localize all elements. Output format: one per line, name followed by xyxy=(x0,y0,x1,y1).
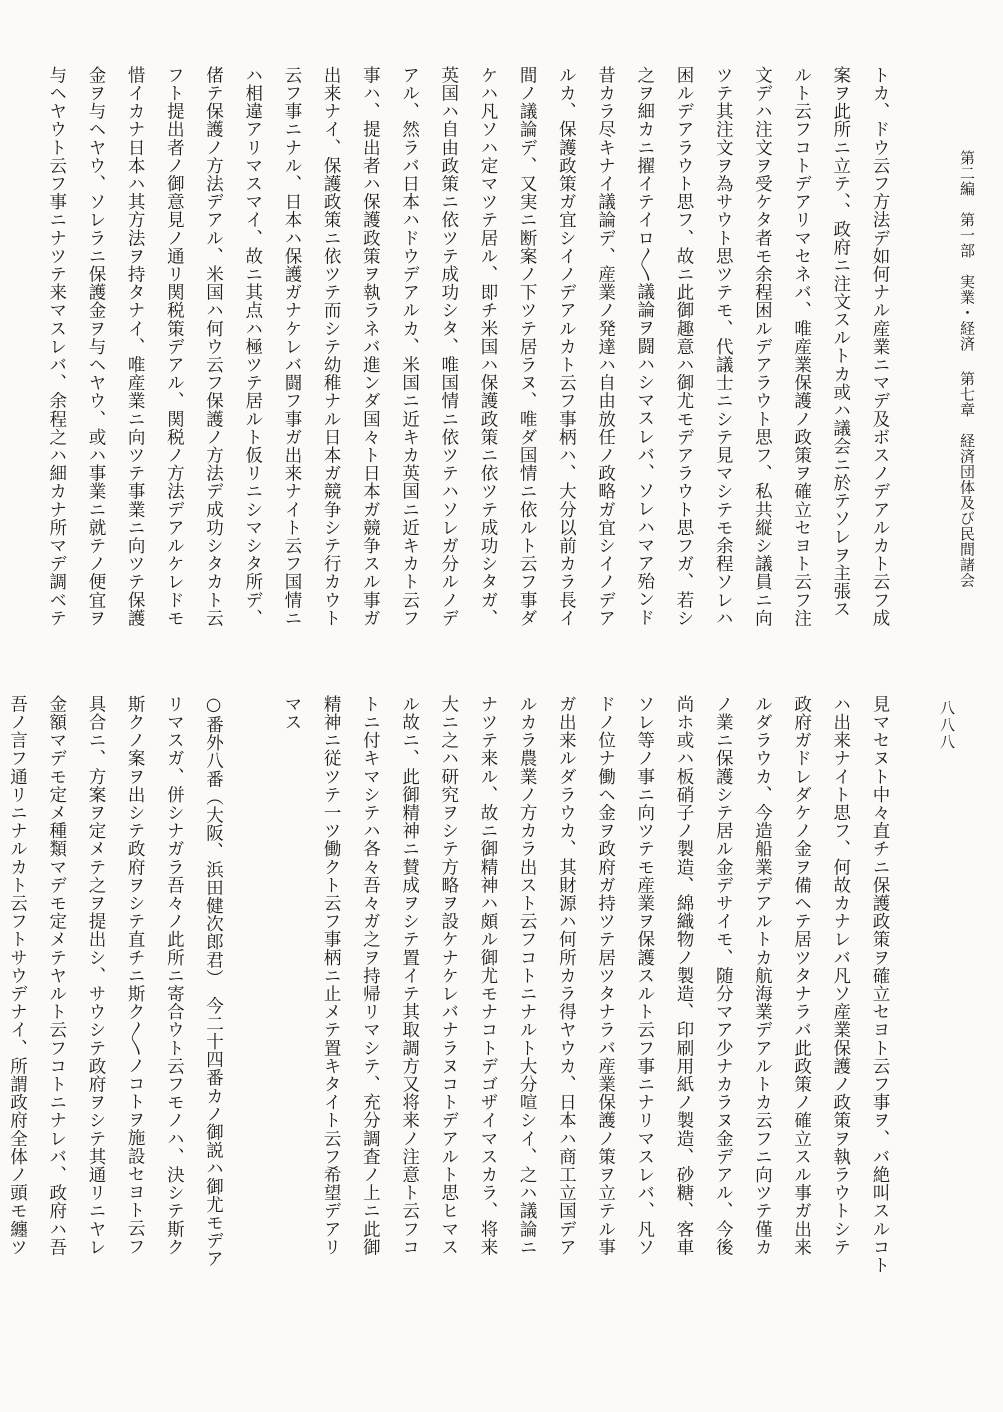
text-line: ソレ等ノ事ニ向ツテモ産業ヲ保護スルト云フ事ニナリマスレバ、凡ソ xyxy=(634,695,655,1257)
text-line: ケハ凡ソハ定マツテ居ル、即チ米国ハ保護政策ニ依ツテ成功シタガ、 xyxy=(477,66,498,628)
text-line: 斯クノ案ヲ出シテ政府ヲシテ直チニ斯ク〳〵ノコトヲ施設セヨト云フ xyxy=(125,695,146,1256)
text-line: 吾ノ言フ通リニナルカト云フトサウデナイ、所謂政府全体ノ頭モ纏ツ xyxy=(7,695,28,1257)
text-line: 具合ニ、方案ヲ定メテ之ヲ提出シ、サウシテ政府ヲシテ其通リニヤレ xyxy=(85,695,106,1257)
text-line: 出来ナイ、保護政策ニ依ツテ而シテ幼稚ナル日本ガ競争シテ行カウト xyxy=(321,66,342,628)
text-line: 事ハ、提出者ハ保護政策ヲ執ラネバ進ンダ国々ト日本ガ競争スル事ガ xyxy=(360,66,381,628)
text-line: 昔カラ尽キナイ議論デ、産業ノ発達ハ自由放任ノ政略ガ宜シイノデア xyxy=(595,66,616,628)
text-line: 政府ガドレダケノ金ヲ備ヘテ居ツタナラバ此政策ノ確立スル事ガ出来 xyxy=(791,695,812,1257)
text-line: 金ヲ与ヘヤウ、ソレラニ保護金ヲ与ヘヤウ、或ハ事業ニ就テノ便宜ヲ xyxy=(85,66,106,628)
text-line: ノ業ニ保護シテ居ル金デサイモ、随分マア少ナカラヌ金デアル、今後 xyxy=(713,695,734,1257)
text-line: 間ノ議論デ、又実ニ断案ノ下ツテ居ラヌ、唯ダ国情ニ依ルト云フ事ダ xyxy=(517,66,538,628)
text-line: ドノ位ナ働ヘ金ヲ政府ガ持ツテ居ツタナラバ産業保護ノ策ヲ立テル事 xyxy=(595,695,616,1257)
text-line: ルト云フコトデアリマセネバ、唯産業保護ノ政策ヲ確立セヨト云フ注 xyxy=(791,66,812,628)
text-line: ツテ其注文ヲ為サウト思ツテモ、代議士ニシテ見マシテモ余程ソレハ xyxy=(713,66,734,628)
text-line: ルカ、保護政策ガ宜シイノデアルカト云フ事柄ハ、大分以前カラ長イ xyxy=(556,66,577,628)
text-line: 之ヲ細カニ擢イテイロ〳〵議論ヲ闘ハシマスレバ、ソレハマア殆ンド xyxy=(634,66,655,627)
text-line: 文デハ注文ヲ受ケタ者モ余程困ルデアラウト思フ、私共縦シ議員ニ向 xyxy=(752,66,773,628)
text-line: ○番外八番（大阪、浜田健次郎君） 今二十四番カノ御説ハ御尤モデア xyxy=(203,695,224,1268)
text-line: ガ出来ルダラウカ、其財源ハ何所カラ得ヤウカ、日本ハ商工立国デア xyxy=(556,695,577,1257)
text-line: 英国ハ自由政策ニ依ツテ成功シタ、唯国情ニ依ツテハソレガ分ルノデ xyxy=(438,66,459,628)
text-line: ルダラウカ、今造船業デアルトカ航海業デアルトカ云フニ向ツテ僅カ xyxy=(752,695,773,1257)
header-chapter: 第七章 経済団体及び民間諸会 xyxy=(958,370,976,588)
text-line: 大ニ之ハ研究ヲシテ方略ヲ設ケナケレバナラヌコトデアルト思ヒマス xyxy=(438,695,459,1257)
page-number: 八八八 xyxy=(938,700,956,751)
text-line: 与ヘヤウト云フ事ニナツテ来マスレバ、余程之ハ細カナ所マデ調ベテ xyxy=(46,66,67,628)
text-line: リマスガ、併シナガラ吾々ノ此所ニ寄合ウト云フモノハ、決シテ斯ク xyxy=(164,695,185,1257)
text-line: ナツテ来ル、故ニ御精神ハ頗ル御尤モナコトデゴザイマスカラ、将来 xyxy=(477,695,498,1257)
lower-text-block xyxy=(7,695,899,1335)
header-part: 第二編 第一部 実業・経済 xyxy=(958,150,976,352)
text-line: フト提出者ノ御意見ノ通リ関税策デアル、関税ノ方法デアルケレドモ xyxy=(164,66,185,628)
text-line: 精神ニ従ツテ一ツ働クト云フ事柄ニ止メテ置キタイト云フ希望デアリ xyxy=(321,695,342,1257)
text-line: 金額マデモ定メ種類マデモ定メテヤルト云フコトニナレバ、政府ハ吾 xyxy=(46,695,67,1257)
text-line: 案ヲ此所ニ立テ、、政府ニ注文スルトカ或ハ議会ニ於テソレヲ主張ス xyxy=(830,66,851,619)
text-line xyxy=(233,695,272,1335)
text-line: ルカラ農業ノ方カラ出スト云フコトニナルト大分喧シイ、之ハ議論ニ xyxy=(517,695,538,1257)
text-line: 偖テ保護ノ方法デアル、米国ハ何ウ云フ保護ノ方法デ成功シタカト云 xyxy=(203,66,224,628)
text-line: ル故ニ、此御精神ニ賛成ヲシテ置イテ其取調方又将来ノ注意ト云フコ xyxy=(399,695,420,1257)
upper-text-block xyxy=(46,66,899,670)
text-line: トカ、ドウ云フ方法デ如何ナル産業ニマデ及ボスノデアルカト云フ成 xyxy=(870,66,890,628)
text-line: マス xyxy=(281,695,302,732)
text-line: ハ相違アリマスマイ、故ニ其点ハ極ツテ居ルト仮リニシマシタ所デ、 xyxy=(242,66,263,628)
text-line: ハ出来ナイト思フ、何故カナレバ凡ソ産業保護ノ政策ヲ執ラウトシテ xyxy=(830,695,851,1257)
text-line: アル、然ラバ日本ハドウデアルカ、米国ニ近キカ英国ニ近キカト云フ xyxy=(399,66,420,628)
text-line: 困ルデアラウト思フ、故ニ此御趣意ハ御尤モデアラウト思フガ、若シ xyxy=(673,66,694,628)
text-line: トニ付キマシテハ各々吾々ガ之ヲ持帰リマシテ、充分調査ノ上ニ此御 xyxy=(360,695,381,1257)
text-line: 惜イカナ日本ハ其方法ヲ持タナイ、唯産業ニ向ツテ事業ニ向ツテ保護 xyxy=(125,66,146,628)
text-line: 云フ事ニナル、日本ハ保護ガナケレバ闘フ事ガ出来ナイト云フ国情ニ xyxy=(281,66,302,628)
text-line: 尚ホ或ハ板硝子ノ製造、綿織物ノ製造、印刷用紙ノ製造、砂糖、客車 xyxy=(673,695,694,1257)
text-line: 見マセヌト中々直チニ保護政策ヲ確立セヨト云フ事ヲ、バ絶叫スルコト xyxy=(870,695,890,1275)
running-header xyxy=(900,150,980,650)
